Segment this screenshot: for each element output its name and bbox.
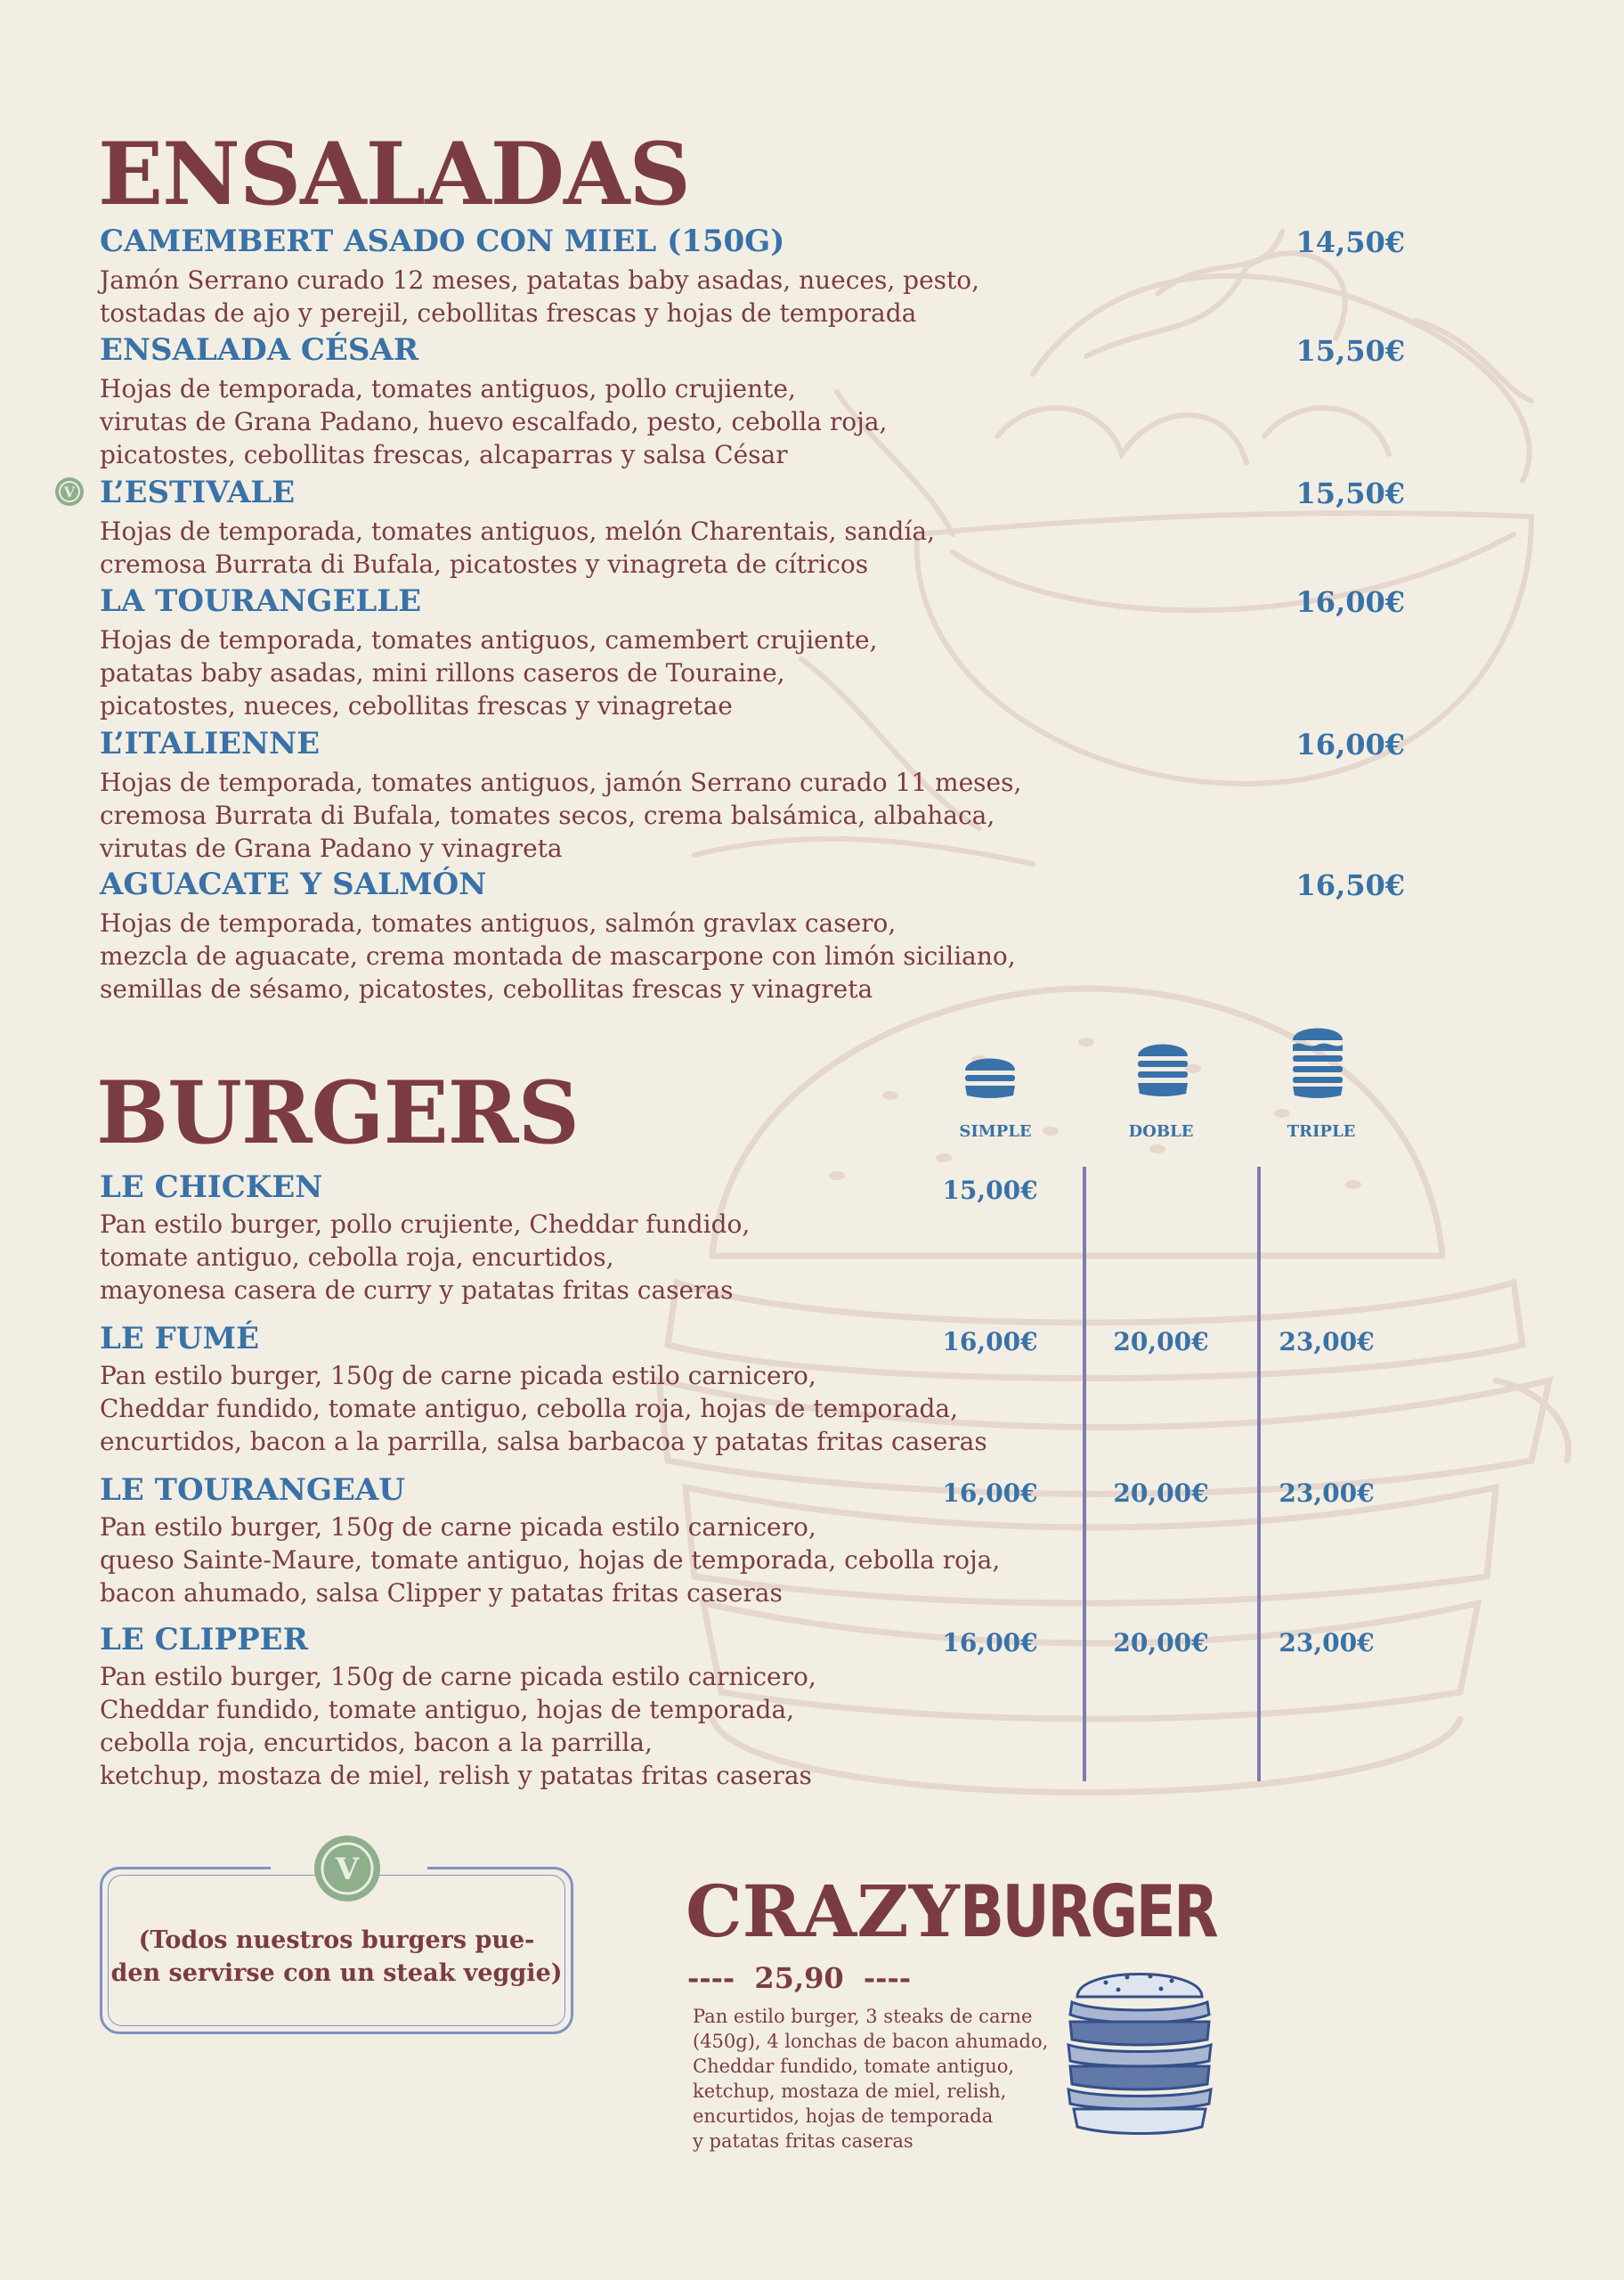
price-dash-left: ---- <box>687 1961 735 1995</box>
salad-item-name: AGUACATE Y SALMÓN <box>100 867 487 902</box>
column-divider-2 <box>1257 1167 1261 1781</box>
crazy-burger-price-line <box>687 1961 911 1995</box>
burgers-title: BURGERS <box>96 1063 579 1163</box>
burger-item-name: LE FUMÉ <box>100 1321 259 1356</box>
veggie-badge-letter: V <box>335 1852 360 1887</box>
salad-item-description: Hojas de temporada, tomates antiguos, salmón gravlax casero, mezcla de aguacate, crema montada de mascarpone con limón siciliano, semillas de sésamo, picatostes, cebollitas frescas y vinagreta <box>100 908 1016 1004</box>
salad-item-price: 16,00€ <box>1295 728 1405 761</box>
burger-price-simple: 16,00€ <box>942 1628 1038 1657</box>
burger-price-simple: 16,00€ <box>942 1478 1038 1508</box>
salad-item-description: Hojas de temporada, tomates antiguos, pollo crujiente, virutas de Grana Padano, huevo escalfado, pesto, cebolla roja, picatostes, cebollitas frescas, alcaparras y salsa César <box>100 374 888 469</box>
veggie-note-text: (Todos nuestros burgers pue- den servirse con un steak veggie) <box>110 1926 563 1987</box>
burger-item-description: Pan estilo burger, 150g de carne picada estilo carnicero, queso Sainte-Maure, tomate antiguo, hojas de temporada, cebolla roja, bacon ahumado, salsa Clipper y patatas fritas caseras <box>100 1512 1001 1608</box>
veggie-icon <box>53 476 85 508</box>
veggie-icon <box>312 1833 383 1904</box>
salad-item-name: CAMEMBERT ASADO CON MIEL (150G) <box>100 224 785 259</box>
salad-item-price: 15,50€ <box>1295 334 1405 368</box>
salad-item-price: 16,00€ <box>1295 585 1405 619</box>
burger-price-triple: 23,00€ <box>1279 1327 1375 1356</box>
burger-price-simple: 16,00€ <box>942 1327 1038 1356</box>
burger-item-name: LE CHICKEN <box>100 1169 323 1205</box>
salad-item-name: LA TOURANGELLE <box>100 583 422 619</box>
crazy-burger-title <box>686 1869 1272 1953</box>
salad-item-price: 14,50€ <box>1295 225 1405 259</box>
burger-price-triple: 23,00€ <box>1279 1478 1375 1508</box>
column-header-simple: SIMPLE <box>959 1122 1032 1141</box>
burger-triple-icon <box>1289 1017 1346 1101</box>
burger-item-name: LE CLIPPER <box>100 1622 308 1657</box>
salad-item-price: 15,50€ <box>1295 476 1405 510</box>
burger-price-doble: 20,00€ <box>1113 1327 1209 1356</box>
crazy-burger-title-part2: BURGER <box>959 1870 1216 1953</box>
burger-price-triple: 23,00€ <box>1279 1628 1375 1657</box>
burger-double-icon <box>1134 1033 1191 1101</box>
salad-item-description: Jamón Serrano curado 12 meses, patatas baby asadas, nueces, pesto, tostadas de ajo y perejil, cebollitas frescas y hojas de temporada <box>100 265 980 328</box>
salad-item-description: Hojas de temporada, tomates antiguos, jamón Serrano curado 11 meses, cremosa Burrata di Bufala, tomates secos, crema balsámica, albahaca, virutas de Grana Padano y vinagreta <box>100 768 1022 863</box>
burger-item-name: LE TOURANGEAU <box>100 1472 405 1508</box>
salad-item-name: L’ITALIENNE <box>100 726 321 761</box>
salad-item-name: ENSALADA CÉSAR <box>100 332 419 368</box>
burger-price-simple: 15,00€ <box>942 1176 1038 1205</box>
column-header-triple: TRIPLE <box>1287 1122 1356 1141</box>
price-dash-right: ---- <box>863 1961 912 1995</box>
crazy-burger-illustration <box>1061 1961 1218 2139</box>
salad-item-description: Hojas de temporada, tomates antiguos, camembert crujiente, patatas baby asadas, mini rillons caseros de Touraine, picatostes, nueces, cebollitas frescas y vinagretae <box>100 625 878 721</box>
burger-item-description: Pan estilo burger, 150g de carne picada estilo carnicero, Cheddar fundido, tomate antiguo, cebolla roja, hojas de temporada, encurtidos, bacon a la parrilla, salsa barbacoa y patatas fritas caseras <box>100 1361 987 1456</box>
salad-item-name: L’ESTIVALE <box>100 475 296 510</box>
crazy-burger-price: 25,90 <box>754 1961 844 1995</box>
burger-single-icon <box>962 1047 1019 1101</box>
burger-item-description: Pan estilo burger, 150g de carne picada estilo carnicero, Cheddar fundido, tomate antiguo, hojas de temporada, cebolla roja, encurtidos, bacon a la parrilla, ketchup, mostaza de miel, relish y patatas fritas caseras <box>100 1662 816 1790</box>
salad-item-price: 16,50€ <box>1295 868 1405 902</box>
burger-price-doble: 20,00€ <box>1113 1478 1209 1508</box>
crazy-burger-title-part1: CRAZY <box>686 1869 960 1953</box>
ensaladas-title: ENSALADAS <box>98 124 690 224</box>
veggie-badge-letter: V <box>63 484 76 501</box>
burger-item-description: Pan estilo burger, pollo crujiente, Cheddar fundido, tomate antiguo, cebolla roja, encurtidos, mayonesa casera de curry y patatas fritas caseras <box>100 1209 751 1305</box>
column-header-doble: DOBLE <box>1128 1122 1194 1141</box>
salad-item-description: Hojas de temporada, tomates antiguos, melón Charentais, sandía, cremosa Burrata di Bufala, picatostes y vinagreta de cítricos <box>100 517 935 579</box>
crazy-burger-description: Pan estilo burger, 3 steaks de carne (450g), 4 lonchas de bacon ahumado, Cheddar fundido, tomate antiguo, ketchup, mostaza de miel, relish, encurtidos, hojas de temporada y patatas fritas caseras <box>693 2006 1049 2152</box>
column-divider-1 <box>1083 1167 1086 1781</box>
burger-price-doble: 20,00€ <box>1113 1628 1209 1657</box>
